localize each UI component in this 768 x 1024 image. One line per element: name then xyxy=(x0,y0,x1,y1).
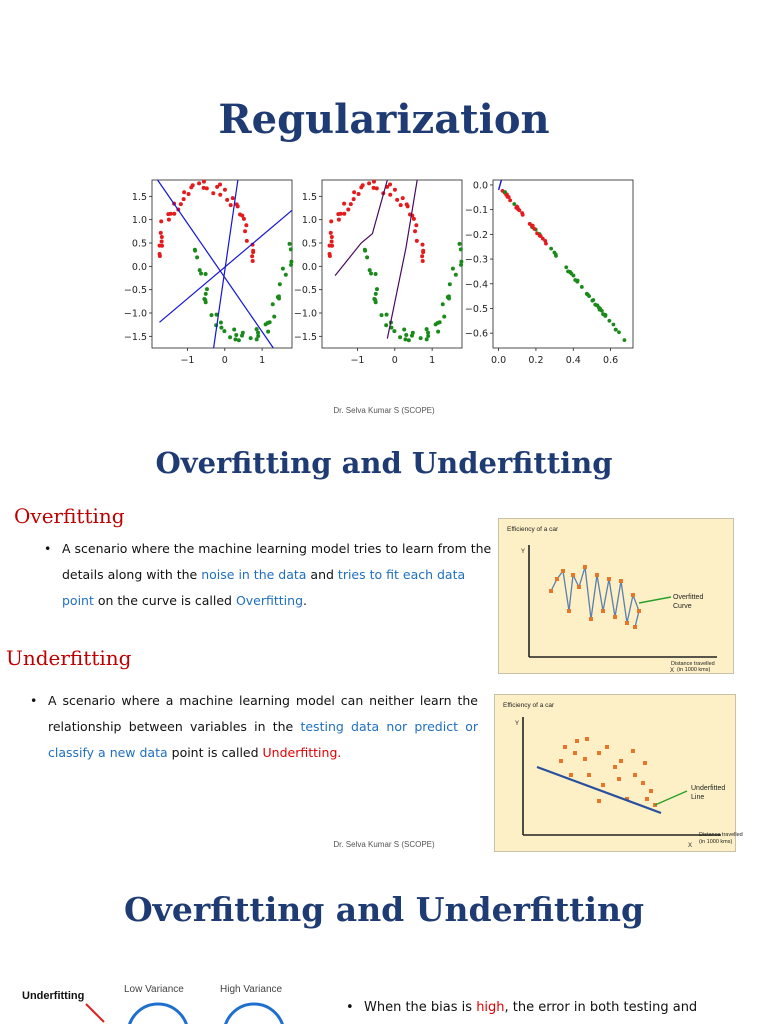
y-tick-label: 1.5 xyxy=(131,191,147,203)
point-class-a xyxy=(158,254,162,258)
y-tick-label: −1.0 xyxy=(123,308,147,320)
x-axis-label-1: Distance travelled xyxy=(699,832,743,838)
point-class-a xyxy=(420,254,424,258)
data-point xyxy=(617,777,621,781)
data-point xyxy=(607,577,611,581)
x-tick-label: 1 xyxy=(429,355,436,366)
point-class-b xyxy=(363,248,367,252)
point-class-b xyxy=(586,293,590,297)
point-class-b xyxy=(375,287,379,291)
point-class-a xyxy=(231,196,235,200)
point-class-a xyxy=(367,181,371,185)
bullet-segment: point is called xyxy=(167,745,263,760)
bias-variance-targets xyxy=(0,1000,330,1024)
callout-leader xyxy=(639,597,671,603)
point-class-a xyxy=(229,203,233,207)
y-axis-letter: Y xyxy=(521,549,526,555)
data-point xyxy=(573,751,577,755)
point-class-a xyxy=(330,235,334,239)
point-class-a xyxy=(372,180,376,184)
slide-overfitting-underfitting xyxy=(0,430,768,860)
target-icon xyxy=(224,1004,284,1024)
point-class-b xyxy=(568,270,572,274)
point-class-a xyxy=(158,244,162,248)
point-class-b xyxy=(607,319,611,323)
point-class-a xyxy=(202,180,206,184)
point-class-b xyxy=(554,254,558,258)
figure-y-label: Efficiency of a car xyxy=(507,526,559,533)
point-class-a xyxy=(415,239,419,243)
bullet-segment: tries to fit each data point xyxy=(62,567,466,608)
point-class-a xyxy=(352,190,356,194)
point-class-a xyxy=(160,240,164,244)
bullet-segment: . xyxy=(303,593,307,608)
point-class-a xyxy=(182,197,186,201)
y-tick-label: 0.5 xyxy=(301,238,317,250)
y-tick-label: 0.0 xyxy=(301,261,317,273)
y-ticks xyxy=(465,180,493,339)
point-class-b xyxy=(575,280,579,284)
point-class-b xyxy=(204,272,208,276)
point-class-a xyxy=(211,191,215,195)
callout-label-2: Curve xyxy=(673,603,692,610)
data-point xyxy=(569,773,573,777)
point-class-b xyxy=(205,287,209,291)
y-tick-label: −0.3 xyxy=(464,254,488,266)
x-tick-label: −1 xyxy=(180,355,195,366)
point-class-b xyxy=(398,335,402,339)
point-class-b xyxy=(580,285,584,289)
point-class-b xyxy=(268,320,272,324)
bias-bullet xyxy=(346,998,754,1018)
underfitting-heading: Underfitting xyxy=(6,646,132,670)
bullet-segment: high xyxy=(476,1000,505,1015)
bullet-segment: When the bias is xyxy=(364,1000,477,1015)
point-class-b xyxy=(384,323,388,327)
point-class-a xyxy=(244,223,248,227)
point-class-a xyxy=(388,183,392,187)
point-class-b xyxy=(374,272,378,276)
data-point xyxy=(631,593,635,597)
arrow-icon xyxy=(86,1004,104,1022)
point-class-a xyxy=(520,211,524,215)
data-point xyxy=(559,759,563,763)
point-class-a xyxy=(160,235,164,239)
point-class-b xyxy=(237,338,241,342)
overfitting-figure xyxy=(498,518,734,674)
point-class-a xyxy=(189,185,193,189)
data-point xyxy=(595,573,599,577)
point-class-b xyxy=(193,248,197,252)
y-axis-letter: Y xyxy=(515,721,520,727)
bullet-text xyxy=(364,1000,697,1015)
point-class-b xyxy=(365,255,369,259)
point-class-b xyxy=(266,330,270,334)
y-tick-label: 0.5 xyxy=(131,238,147,250)
point-class-b xyxy=(219,321,223,325)
point-class-b xyxy=(549,247,553,251)
slide-title: Overfitting and Underfitting xyxy=(155,446,613,480)
point-class-a xyxy=(412,217,416,221)
diagram-col-high-variance: High Variance xyxy=(220,984,283,995)
data-point xyxy=(619,579,623,583)
point-class-a xyxy=(395,198,399,202)
y-tick-label: −0.5 xyxy=(464,303,488,315)
data-point xyxy=(567,609,571,613)
data-point xyxy=(637,609,641,613)
point-class-a xyxy=(250,254,254,258)
point-class-b xyxy=(222,329,226,333)
data-point xyxy=(645,797,649,801)
point-class-a xyxy=(393,188,397,192)
x-ticks xyxy=(180,348,265,366)
point-class-a xyxy=(251,249,255,253)
point-class-b xyxy=(425,327,429,331)
target-icon xyxy=(128,1004,188,1024)
point-class-b xyxy=(256,334,260,338)
x-axis-label-2: (in 1000 kms) xyxy=(699,839,733,845)
point-class-b xyxy=(447,294,451,298)
point-class-b xyxy=(255,327,259,331)
point-class-a xyxy=(359,185,363,189)
projection-plot xyxy=(455,176,640,372)
x-tick-label: 0.4 xyxy=(565,355,581,366)
data-point xyxy=(587,773,591,777)
point-class-a xyxy=(544,242,548,246)
point-class-a xyxy=(329,219,333,223)
point-class-a xyxy=(172,212,176,216)
point-class-a xyxy=(223,188,227,192)
x-tick-label: 0 xyxy=(221,355,228,366)
callout-label-2: Line xyxy=(691,794,705,801)
moons-piecewise-plot xyxy=(282,176,467,372)
y-tick-label: −1.0 xyxy=(293,308,317,320)
callout-label-1: Overfitted xyxy=(673,594,704,601)
bullet-segment: , the error in both testing and xyxy=(504,1000,698,1015)
bullet-dot: • xyxy=(346,1000,354,1015)
bullet-segment: testing data nor predict or classify a new data xyxy=(48,719,478,760)
point-class-a xyxy=(328,254,332,258)
point-class-a xyxy=(421,243,425,247)
point-class-b xyxy=(392,329,396,333)
point-class-b xyxy=(272,315,276,319)
y-ticks xyxy=(294,192,322,343)
slide-title: Overfitting and Underfitting xyxy=(123,890,645,929)
point-class-a xyxy=(243,229,247,233)
y-tick-label: 0.0 xyxy=(131,261,147,273)
point-class-b xyxy=(407,338,411,342)
y-tick-label: −0.5 xyxy=(123,285,147,297)
point-class-b xyxy=(277,294,281,298)
y-ticks xyxy=(124,192,152,343)
underfitting-figure xyxy=(494,694,743,852)
data-point xyxy=(583,565,587,569)
point-class-a xyxy=(337,218,341,222)
y-tick-label: 1.0 xyxy=(301,215,317,227)
point-class-a xyxy=(236,204,240,208)
point-class-b xyxy=(600,309,604,313)
data-point xyxy=(589,617,593,621)
point-class-a xyxy=(159,219,163,223)
point-class-a xyxy=(372,186,376,190)
point-class-b xyxy=(233,337,237,341)
x-axis-letter: X xyxy=(688,843,693,849)
data-point xyxy=(631,749,635,753)
point-class-b xyxy=(241,331,245,335)
point-class-a xyxy=(179,202,183,206)
data-point xyxy=(633,625,637,629)
callout-label-1: Underfitted xyxy=(691,785,726,792)
data-point xyxy=(625,621,629,625)
point-class-a xyxy=(517,208,521,212)
point-class-b xyxy=(442,315,446,319)
slide-footer: Dr. Selva Kumar S (SCOPE) xyxy=(333,406,435,415)
data-point xyxy=(605,745,609,749)
point-class-b xyxy=(234,333,238,337)
point-class-a xyxy=(328,244,332,248)
y-tick-label: −0.1 xyxy=(464,205,488,217)
data-point xyxy=(597,799,601,803)
overfitted-curve xyxy=(549,565,641,629)
overfitting-bullet xyxy=(44,536,494,614)
x-tick-label: 0 xyxy=(391,355,398,366)
point-class-b xyxy=(614,328,618,332)
x-axis-label-2: (in 1000 kms) xyxy=(677,667,711,673)
point-class-a xyxy=(218,183,222,187)
bullet-dot: • xyxy=(44,541,52,556)
slide-footer: Dr. Selva Kumar S (SCOPE) xyxy=(333,840,435,849)
underfitting-bullet xyxy=(30,688,478,766)
diagram-row-label: Underfitting xyxy=(22,990,85,1002)
data-point xyxy=(613,615,617,619)
point-class-a xyxy=(528,222,532,226)
x-tick-label: 0.0 xyxy=(491,355,507,366)
x-tick-label: 0.2 xyxy=(528,355,544,366)
point-class-a xyxy=(330,240,334,244)
point-class-b xyxy=(411,331,415,335)
bullet-segment: A scenario where a machine learning model can neither learn the relationship between variables in the xyxy=(48,693,478,734)
data-point xyxy=(597,751,601,755)
point-class-a xyxy=(218,193,222,197)
point-class-a xyxy=(421,259,425,263)
bullet-segment: on the curve is called xyxy=(93,593,236,608)
data-point xyxy=(575,739,579,743)
bullet-text xyxy=(62,541,491,608)
point-class-a xyxy=(238,213,242,217)
point-class-a xyxy=(182,190,186,194)
point-class-a xyxy=(535,231,539,235)
point-class-b xyxy=(385,313,389,317)
point-class-a xyxy=(167,218,171,222)
point-class-a xyxy=(352,197,356,201)
y-tick-label: −1.5 xyxy=(123,331,147,343)
bullet-segment: Overfitting xyxy=(235,593,304,608)
point-class-b xyxy=(199,271,203,275)
point-class-a xyxy=(245,239,249,243)
data-points xyxy=(559,737,657,807)
point-class-a xyxy=(357,192,361,196)
point-class-b xyxy=(448,282,452,286)
data-point xyxy=(563,745,567,749)
point-class-a xyxy=(349,202,353,206)
data-point xyxy=(643,761,647,765)
data-point xyxy=(633,773,637,777)
data-point xyxy=(585,737,589,741)
point-class-a xyxy=(508,198,512,202)
point-class-b xyxy=(271,302,275,306)
point-class-a xyxy=(202,186,206,190)
point-class-b xyxy=(374,300,378,304)
overfitting-heading: Overfitting xyxy=(14,504,125,528)
point-class-b xyxy=(564,265,568,269)
point-class-b xyxy=(436,330,440,334)
point-class-b xyxy=(380,313,384,317)
point-class-a xyxy=(187,192,191,196)
y-tick-label: 1.0 xyxy=(131,215,147,227)
point-class-a xyxy=(342,212,346,216)
callout-leader xyxy=(655,791,687,805)
point-class-b xyxy=(591,298,595,302)
moons-linear-plot xyxy=(112,176,297,372)
point-class-a xyxy=(242,217,246,221)
point-class-b xyxy=(404,333,408,337)
data-point xyxy=(649,789,653,793)
point-class-b xyxy=(403,337,407,341)
point-class-b xyxy=(204,300,208,304)
point-class-a xyxy=(413,229,417,233)
point-class-a xyxy=(329,231,333,235)
x-axis-label-1: Distance travelled xyxy=(671,661,715,667)
figure-y-label: Efficiency of a car xyxy=(503,702,555,709)
point-class-b xyxy=(419,336,423,340)
point-class-b xyxy=(369,271,373,275)
x-tick-label: −1 xyxy=(350,355,365,366)
y-tick-label: −0.2 xyxy=(464,229,488,241)
bullet-text xyxy=(48,693,478,760)
point-class-a xyxy=(401,196,405,200)
underfitted-line xyxy=(537,767,661,813)
y-tick-label: −1.5 xyxy=(293,331,317,343)
point-class-a xyxy=(159,231,163,235)
y-tick-label: 1.5 xyxy=(301,191,317,203)
point-class-a xyxy=(414,223,418,227)
y-tick-label: −0.6 xyxy=(464,328,488,340)
slide-regularization xyxy=(0,0,768,430)
point-class-a xyxy=(406,204,410,208)
point-class-b xyxy=(597,306,601,310)
bullet-segment: A scenario where the machine learning model tries to learn from the details along with the xyxy=(62,541,492,582)
x-axis-letter: X xyxy=(670,668,675,674)
data-point xyxy=(619,759,623,763)
point-class-a xyxy=(166,212,170,216)
y-tick-label: −0.5 xyxy=(293,285,317,297)
data-point xyxy=(555,577,559,581)
x-ticks xyxy=(350,348,435,366)
point-class-b xyxy=(623,338,627,342)
point-class-b xyxy=(438,320,442,324)
point-class-a xyxy=(336,212,340,216)
diagram-col-low-variance: Low Variance xyxy=(124,984,184,995)
point-class-b xyxy=(232,328,236,332)
bullet-dot: • xyxy=(30,693,38,708)
data-point xyxy=(601,783,605,787)
point-class-b xyxy=(612,323,616,327)
point-class-b xyxy=(195,255,199,259)
point-class-a xyxy=(506,195,510,199)
data-point xyxy=(583,757,587,761)
y-tick-label: 0.0 xyxy=(472,180,488,192)
point-class-b xyxy=(374,292,378,296)
point-class-a xyxy=(342,202,346,206)
point-class-a xyxy=(388,193,392,197)
y-tick-label: −0.4 xyxy=(464,279,488,291)
point-class-a xyxy=(421,249,425,253)
point-class-b xyxy=(249,336,253,340)
data-point xyxy=(571,573,575,577)
point-class-a xyxy=(346,207,350,211)
slide-bias-variance xyxy=(0,860,768,1024)
data-point xyxy=(613,765,617,769)
bullet-segment: Underfitting. xyxy=(262,745,342,760)
data-point xyxy=(561,569,565,573)
point-class-b xyxy=(228,335,232,339)
point-class-a xyxy=(251,259,255,263)
point-class-b xyxy=(204,292,208,296)
data-point xyxy=(601,609,605,613)
bullet-segment: and xyxy=(306,567,338,582)
bullet-segment: noise in the data xyxy=(201,567,307,582)
x-ticks xyxy=(491,348,618,366)
x-tick-label: 1 xyxy=(259,355,266,366)
point-class-b xyxy=(602,313,606,317)
point-class-b xyxy=(503,190,507,194)
point-class-a xyxy=(399,203,403,207)
slide-title: Regularization xyxy=(218,96,550,143)
data-point xyxy=(641,781,645,785)
point-class-b xyxy=(219,326,223,330)
x-tick-label: 0.6 xyxy=(603,355,619,366)
point-class-b xyxy=(441,302,445,306)
point-class-b xyxy=(402,328,406,332)
point-class-b xyxy=(617,330,621,334)
point-class-b xyxy=(210,313,214,317)
data-point xyxy=(577,585,581,589)
point-class-a xyxy=(225,198,229,202)
point-class-a xyxy=(197,181,201,185)
data-point xyxy=(549,589,553,593)
point-class-b xyxy=(426,334,430,338)
